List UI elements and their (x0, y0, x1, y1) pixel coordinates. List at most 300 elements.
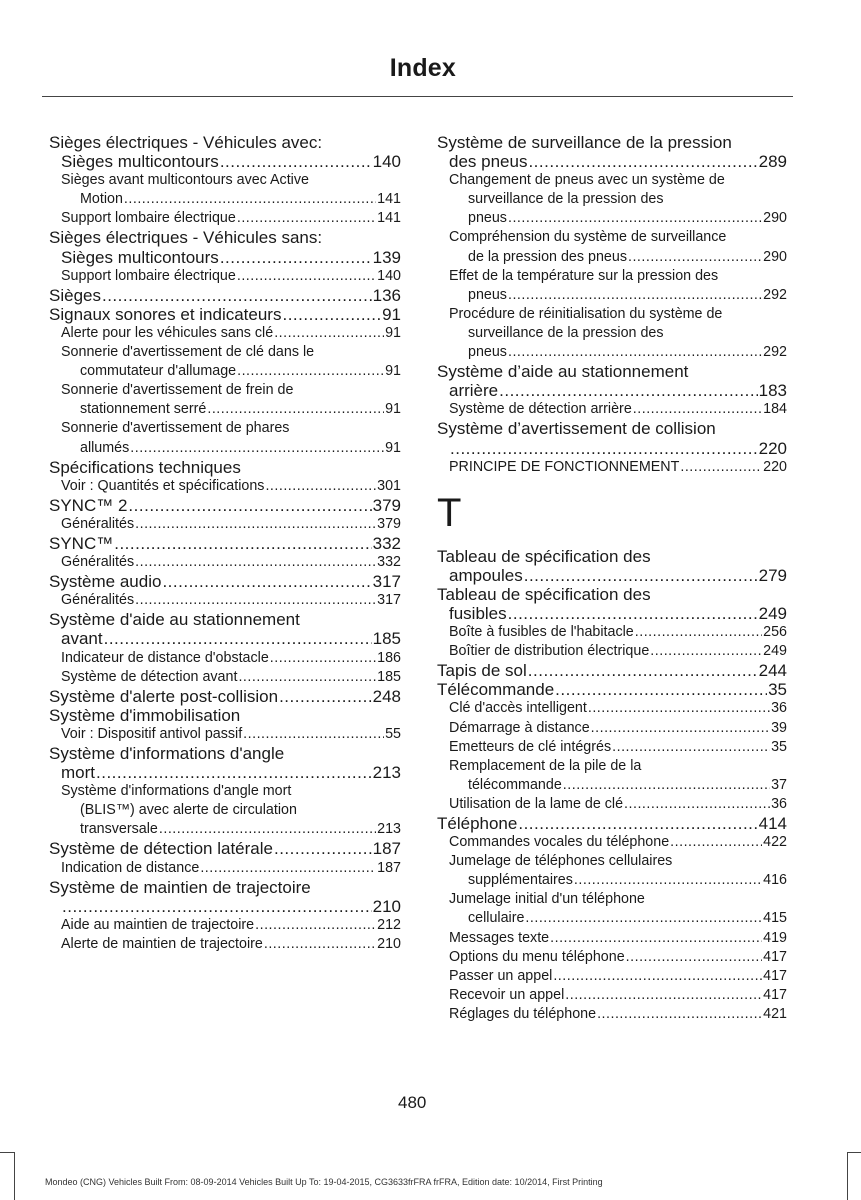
index-subentry (437, 171, 787, 190)
entry-label: Remplacement de la pile de la (449, 757, 642, 774)
dot-leader (162, 572, 371, 591)
entry-label: Système d'informations d'angle mort (61, 783, 292, 800)
index-subentry (49, 935, 401, 954)
index-group-t (437, 547, 787, 1024)
page-reference: 183 (758, 381, 787, 401)
page-reference: 185 (377, 668, 401, 685)
entry-label: Recevoir un appel (449, 986, 565, 1003)
index-entry (49, 305, 401, 324)
index-subentry (437, 343, 787, 362)
dot-leader (553, 967, 762, 986)
entry-label: Commandes vocales du téléphone (449, 834, 670, 851)
entry-label: supplémentaires (468, 872, 573, 889)
page-reference: 141 (377, 191, 401, 208)
entry-label: Généralités (61, 592, 135, 609)
dot-leader (508, 604, 758, 623)
index-subentry (437, 795, 787, 814)
page-reference: 292 (763, 344, 787, 361)
entry-label: Effet de la température sur la pression des (449, 267, 719, 284)
page-reference: 91 (385, 401, 401, 418)
dot-leader (588, 699, 770, 718)
index-subentry (437, 458, 787, 477)
entry-label: ampoules (449, 565, 523, 585)
entry-label: Utilisation de la lame de clé (449, 795, 624, 812)
dot-leader (159, 820, 376, 839)
index-subentry (437, 305, 787, 324)
index-entry (49, 228, 401, 247)
index-subentry (49, 553, 401, 572)
page-reference: 210 (372, 896, 401, 916)
dot-leader (628, 248, 762, 267)
entry-label: Changement de pneus avec un système de (449, 172, 725, 189)
entry-label: Jumelage de téléphones cellulaires (449, 853, 673, 870)
index-subentry (437, 776, 787, 795)
index-entry (437, 680, 787, 699)
index-entry (437, 585, 787, 604)
index-entry (49, 687, 401, 706)
index-entry (49, 629, 401, 648)
dot-leader (508, 343, 762, 362)
entry-label: commutateur d'allumage (80, 363, 237, 380)
page-reference: 37 (771, 776, 787, 793)
entry-label: arrière (449, 381, 499, 401)
index-subentry (437, 209, 787, 228)
page-reference: 35 (771, 738, 787, 755)
entry-label: Système de détection arrière (449, 401, 632, 418)
index-entry (49, 706, 401, 725)
page-reference: 290 (763, 248, 787, 265)
entry-label: Généralités (61, 554, 135, 571)
page-reference: 249 (758, 603, 787, 623)
entry-label: Système d'aide au stationnement (49, 610, 300, 630)
entry-label: Sièges électriques - Véhicules sans: (49, 228, 323, 248)
dot-leader (633, 400, 762, 419)
index-subentry (49, 381, 401, 400)
dot-leader (274, 324, 384, 343)
dot-leader (650, 642, 762, 661)
index-entry (49, 286, 401, 305)
index-subentry (49, 343, 401, 362)
entry-label: Emetteurs de clé intégrés (449, 738, 612, 755)
index-subentry (49, 400, 401, 419)
entry-label: de la pression des pneus (468, 248, 627, 265)
entry-label: surveillance de la pression des (468, 324, 664, 341)
dot-leader (265, 477, 376, 496)
dot-leader (237, 209, 376, 228)
crop-mark-right-h (847, 1152, 861, 1153)
entry-label: Sonnerie d'avertissement de clé dans le (61, 344, 315, 361)
dot-leader (597, 1005, 762, 1024)
page-reference: 36 (771, 700, 787, 717)
entry-label: Voir : Quantités et spécifications (61, 477, 265, 494)
dot-leader (635, 623, 762, 642)
entry-label: Système audio (49, 572, 162, 592)
dot-leader (282, 305, 381, 324)
dot-leader (525, 909, 762, 928)
entry-label: Motion (80, 191, 123, 208)
page-reference: 187 (372, 839, 401, 859)
page-reference: 290 (763, 210, 787, 227)
index-subentry (49, 591, 401, 610)
section-letter: T (437, 490, 462, 535)
page-reference: 279 (758, 565, 787, 585)
entry-label: Options du menu téléphone (449, 948, 625, 965)
dot-leader (264, 935, 376, 954)
page-reference: 213 (377, 821, 401, 838)
entry-label: Procédure de réinitialisation du système de (449, 305, 723, 322)
index-subentry (49, 267, 401, 286)
page-reference: 136 (372, 285, 401, 305)
dot-leader (238, 668, 376, 687)
entry-label: PRINCIPE DE FONCTIONNEMENT (449, 458, 680, 475)
index-entry (49, 610, 401, 629)
entry-label: fusibles (449, 603, 507, 623)
index-entry (437, 133, 787, 152)
entry-label: Sonnerie d'avertissement de phares (61, 420, 290, 437)
index-entry (49, 763, 401, 782)
page-reference: 36 (771, 795, 787, 812)
entry-label: pneus (468, 210, 507, 227)
index-entry (437, 661, 787, 680)
index-group-s-continued (437, 133, 787, 477)
index-subentry (437, 738, 787, 757)
index-subentry (49, 209, 401, 228)
page-reference: 140 (372, 152, 401, 172)
page-reference: 317 (377, 592, 401, 609)
page-reference: 332 (372, 533, 401, 553)
index-subentry (437, 719, 787, 738)
entry-label: pneus (468, 344, 507, 361)
entry-label: Spécifications techniques (49, 457, 241, 477)
entry-label: Messages texte (449, 929, 550, 946)
index-entry (49, 744, 401, 763)
page-reference: 416 (763, 872, 787, 889)
index-subentry (437, 248, 787, 267)
entry-label: Clé d'accès intelligent (449, 700, 587, 717)
entry-label: Tapis de sol (437, 661, 527, 681)
entry-label: Sièges avant multicontours avec Active (61, 172, 309, 189)
entry-label: Système d’avertissement de collision (437, 419, 716, 439)
page-title: Index (389, 54, 456, 82)
dot-leader (255, 916, 376, 935)
dot-leader (270, 649, 376, 668)
dot-leader (550, 929, 762, 948)
dot-leader (508, 209, 762, 228)
index-entry (49, 572, 401, 591)
entry-label: Système d’aide au stationnement (437, 362, 689, 382)
dot-leader (565, 986, 762, 1005)
page-reference: 91 (385, 324, 401, 341)
entry-label: Aide au maintien de trajectoire (61, 916, 255, 933)
dot-leader (499, 381, 758, 400)
entry-label: mort (61, 763, 95, 783)
index-subentry (437, 699, 787, 718)
index-entry (49, 248, 401, 267)
entry-label: allumés (80, 439, 130, 456)
page-reference: 317 (372, 572, 401, 592)
dot-leader (130, 439, 384, 458)
page-reference: 244 (758, 661, 787, 681)
entry-label: Indication de distance (61, 859, 200, 876)
index-subentry (437, 757, 787, 776)
entry-label: Sièges multicontours (61, 152, 219, 172)
page-reference: 210 (377, 935, 401, 952)
entry-label: Jumelage initial d'un téléphone (449, 891, 645, 908)
page-reference: 332 (377, 554, 401, 571)
page-reference: 141 (377, 210, 401, 227)
dot-leader (528, 661, 758, 680)
dot-leader (104, 629, 372, 648)
entry-label: cellulaire (468, 910, 525, 927)
index-subentry (437, 286, 787, 305)
dot-leader (135, 553, 376, 572)
entry-label: Système d'immobilisation (49, 705, 241, 725)
index-subentry (49, 362, 401, 381)
index-subentry (437, 909, 787, 928)
page-reference: 301 (377, 477, 401, 494)
dot-leader (563, 776, 770, 795)
index-subentry (437, 833, 787, 852)
index-entry (49, 839, 401, 858)
page-reference: 39 (771, 719, 787, 736)
page-reference: 415 (763, 910, 787, 927)
index-subentry (49, 190, 401, 209)
entry-label: des pneus (449, 152, 528, 172)
dot-leader (114, 534, 371, 553)
dot-leader (518, 814, 757, 833)
entry-label: surveillance de la pression des (468, 191, 664, 208)
index-entry (437, 152, 787, 171)
index-subentry (49, 419, 401, 438)
index-entry (437, 547, 787, 566)
entry-label: Système de détection latérale (49, 839, 273, 859)
dot-leader (524, 566, 758, 585)
index-subentry (437, 623, 787, 642)
dot-leader (555, 680, 767, 699)
index-entry (437, 381, 787, 400)
dot-leader (102, 286, 372, 305)
index-subentry (437, 228, 787, 247)
index-subentry (49, 649, 401, 668)
dot-leader (135, 515, 376, 534)
entry-label: Téléphone (437, 814, 518, 833)
index-entry (49, 133, 401, 152)
entry-label: Alerte pour les véhicules sans clé (61, 324, 274, 341)
page-reference: 248 (372, 686, 401, 706)
dot-leader (450, 439, 758, 458)
entry-label: Tableau de spécification des (437, 546, 651, 566)
page-reference: 379 (377, 515, 401, 532)
entry-label: Boîtier de distribution électrique (449, 643, 650, 660)
dot-leader (528, 152, 757, 171)
page-reference: 187 (377, 859, 401, 876)
dot-leader (124, 190, 376, 209)
page-reference: 292 (763, 286, 787, 303)
entry-label: Alerte de maintien de trajectoire (61, 935, 263, 952)
dot-leader (680, 458, 762, 477)
entry-label: transversale (80, 821, 158, 838)
entry-label: stationnement serré (80, 401, 207, 418)
page-reference: 91 (382, 304, 401, 324)
index-subentry (49, 725, 401, 744)
entry-label: Support lombaire électrique (61, 267, 236, 284)
index-subentry (437, 890, 787, 909)
index-subentry (49, 324, 401, 343)
page-reference: 186 (377, 649, 401, 666)
entry-label: Télécommande (437, 680, 555, 700)
page-reference: 220 (763, 458, 787, 475)
page-reference: 185 (372, 629, 401, 649)
index-subentry (49, 477, 401, 496)
index-entry (437, 439, 787, 458)
index-entry (437, 419, 787, 438)
entry-label: Réglages du téléphone (449, 1005, 597, 1022)
crop-mark-left-h (0, 1152, 14, 1153)
entry-label: Support lombaire électrique (61, 210, 236, 227)
index-entry (437, 814, 787, 833)
entry-label: pneus (468, 286, 507, 303)
entry-label: Sièges (49, 285, 101, 305)
index-subentry (49, 668, 401, 687)
entry-label: Tableau de spécification des (437, 584, 651, 604)
dot-leader (237, 362, 384, 381)
dot-leader (274, 839, 372, 858)
index-subentry (437, 967, 787, 986)
index-subentry (437, 190, 787, 209)
index-subentry (49, 820, 401, 839)
page-reference: 422 (763, 834, 787, 851)
dot-leader (591, 719, 770, 738)
index-subentry (437, 642, 787, 661)
page-reference: 421 (763, 1005, 787, 1022)
entry-label: avant (61, 629, 103, 649)
index-subentry (49, 171, 401, 190)
dot-leader (220, 248, 372, 267)
page-reference: 379 (372, 495, 401, 515)
page-reference: 414 (758, 814, 787, 833)
page-reference: 417 (763, 948, 787, 965)
entry-label: SYNC™ 2 (49, 495, 128, 515)
page-reference: 213 (372, 763, 401, 783)
entry-label: Généralités (61, 515, 135, 532)
index-subentry (437, 871, 787, 890)
index-entry (49, 897, 401, 916)
entry-label: Sonnerie d'avertissement de frein de (61, 382, 294, 399)
dot-leader (508, 286, 762, 305)
page-reference: 417 (763, 986, 787, 1003)
index-entry (437, 566, 787, 585)
entry-label: Voir : Dispositif antivol passif (61, 725, 243, 742)
title-divider (42, 96, 793, 97)
index-subentry (437, 324, 787, 343)
page-reference: 249 (763, 643, 787, 660)
entry-label: Système de maintien de trajectoire (49, 877, 311, 897)
dot-leader (574, 871, 762, 890)
index-subentry (49, 515, 401, 534)
index-subentry (437, 929, 787, 948)
entry-label: Indicateur de distance d'obstacle (61, 649, 269, 666)
crop-mark-left (14, 1152, 15, 1200)
dot-leader (62, 897, 372, 916)
entry-label: SYNC™ (49, 533, 114, 553)
index-entry (49, 152, 401, 171)
dot-leader (612, 738, 770, 757)
footer-text: Mondeo (CNG) Vehicles Built From: 08-09-2014 Vehicles Built Up To: 19-04-2015, CG3633frFRA frFRA, Edition date: 10/2014, First Printing (45, 1177, 603, 1187)
index-subentry (437, 400, 787, 419)
page-reference: 91 (385, 439, 401, 456)
index-entry (49, 496, 401, 515)
page-reference: 289 (758, 152, 787, 172)
index-column-right (437, 133, 787, 1024)
index-subentry (49, 439, 401, 458)
dot-leader (279, 687, 372, 706)
page-reference: 140 (377, 267, 401, 284)
index-column-left (49, 133, 401, 954)
entry-label: Système de surveillance de la pression (437, 133, 732, 152)
entry-label: Système d'alerte post-collision (49, 686, 279, 706)
dot-leader (207, 400, 384, 419)
index-entry (437, 604, 787, 623)
page-reference: 55 (385, 725, 401, 742)
entry-label: Boîte à fusibles de l'habitacle (449, 624, 634, 641)
index-subentry (49, 859, 401, 878)
dot-leader (626, 948, 762, 967)
dot-leader (128, 496, 371, 515)
index-entry (49, 534, 401, 553)
index-subentry (49, 782, 401, 801)
entry-label: Système d'informations d'angle (49, 744, 285, 763)
dot-leader (237, 267, 376, 286)
page-reference: 35 (768, 680, 787, 700)
dot-leader (624, 795, 770, 814)
index-subentry (437, 267, 787, 286)
entry-label: Système de détection avant (61, 668, 238, 685)
entry-label: Démarrage à distance (449, 719, 590, 736)
page-reference: 419 (763, 929, 787, 946)
index-subentry (437, 948, 787, 967)
entry-label: Sièges multicontours (61, 247, 219, 267)
dot-leader (200, 859, 376, 878)
index-entry (49, 878, 401, 897)
index-subentry (437, 852, 787, 871)
dot-leader (670, 833, 762, 852)
page-reference: 91 (385, 363, 401, 380)
page-reference: 184 (763, 401, 787, 418)
entry-label: Signaux sonores et indicateurs (49, 304, 282, 324)
index-subentry (49, 801, 401, 820)
dot-leader (220, 152, 372, 171)
page-reference: 417 (763, 967, 787, 984)
page-reference: 256 (763, 624, 787, 641)
entry-label: télécommande (468, 776, 562, 793)
index-entry (49, 458, 401, 477)
page-reference: 212 (377, 916, 401, 933)
entry-label: Passer un appel (449, 967, 553, 984)
index-subentry (437, 1005, 787, 1024)
entry-label: Sièges électriques - Véhicules avec: (49, 133, 323, 152)
dot-leader (135, 591, 376, 610)
entry-label: Compréhension du système de surveillance (449, 229, 727, 246)
crop-mark-right (847, 1152, 848, 1200)
index-subentry (437, 986, 787, 1005)
page-reference: 139 (372, 247, 401, 267)
page-reference: 220 (758, 438, 787, 458)
dot-leader (96, 763, 372, 782)
page-number: 480 (398, 1093, 427, 1112)
index-subentry (49, 916, 401, 935)
index-entry (437, 362, 787, 381)
dot-leader (243, 725, 384, 744)
